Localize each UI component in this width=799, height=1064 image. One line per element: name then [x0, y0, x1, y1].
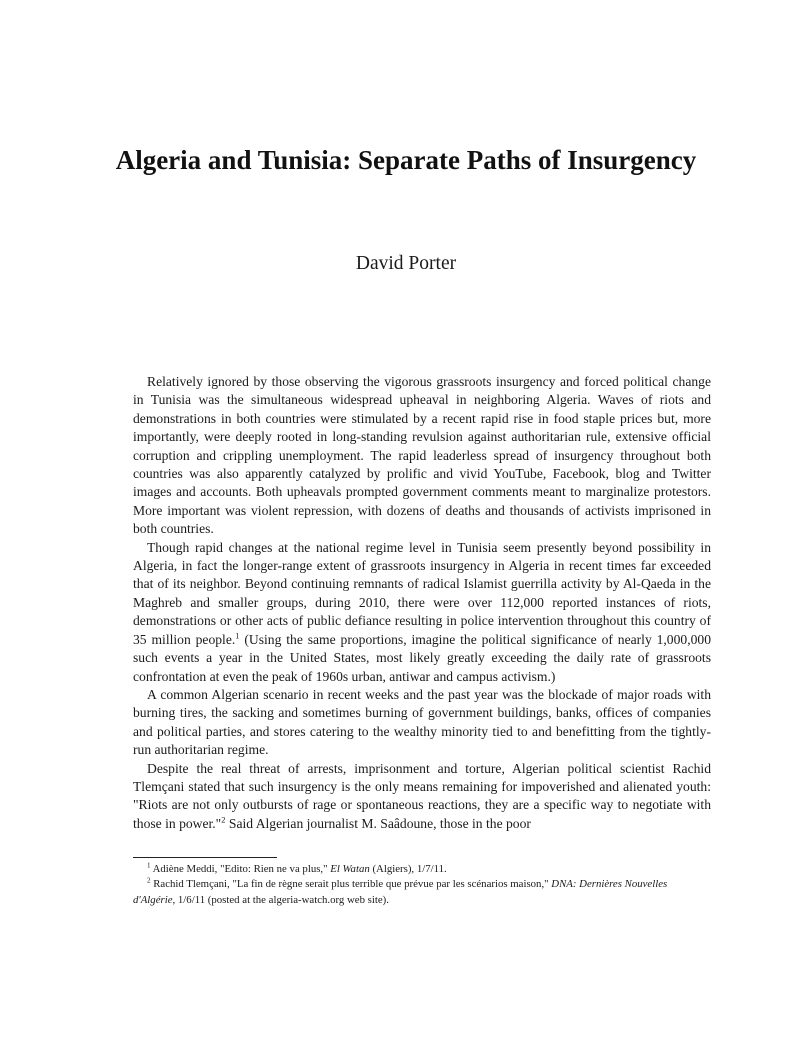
footnote-ref-1[interactable]: 1: [235, 630, 240, 641]
footnote-1-source: El Watan: [330, 863, 370, 875]
footnote-ref-2[interactable]: 2: [221, 814, 226, 825]
footnote-1: [133, 862, 711, 877]
paragraph-4: [133, 760, 711, 834]
footnote-2: [133, 877, 711, 908]
paragraph-2-text-a: Though rapid changes at the national regime level in Tunisia seem presently beyond possibility in Algeria, in fact the longer-range extent of grassroots insurgency in Algeria in recent times far exceeded that of its neighbor. Beyond continuing remnants of radical Islamist guerrilla activity by Al-Qaeda in the Maghreb and smaller groups, during 2010, there were over 112,000 reported instances of riots, demonstrations or other acts of public defiance resulting in police intervention throughout this country of 35 million people.: [133, 539, 711, 647]
author-name: David Porter: [355, 253, 457, 274]
footnote-2-text-b: , 1/6/11 (posted at the algeria-watch.org web site).: [172, 893, 389, 906]
footnote-2-source: DNA: Dernières Nouvelles d'Algérie: [133, 878, 668, 906]
paragraph-1: Relatively ignored by those observing the vigorous grassroots insurgency and forced political change in Tunisia was the simultaneous widespread upheaval in neighboring Algeria. Waves of riots and demonstrations in both countries were stimulated by a recent rapid rise in food staple prices but, more importantly, were deeply rooted in long-standing revulsion against authoritarian rule, extensive official corruption and crippling unemployment. The rapid leaderless spread of insurgency throughout both countries was also apparently catalyzed by prolific and vivid YouTube, Facebook, blog and Twitter images and accounts. Both upheavals prompted government comments meant to marginalize protestors. More important was violent repression, with dozens of deaths and thousands of activists imprisoned in both countries.: [133, 374, 711, 537]
footnote-divider: [133, 857, 277, 858]
article-body: [133, 373, 711, 833]
paragraph-2-text-b: (Using the same proportions, imagine the political significance of nearly 1,000,000 such events a year in the United States, most likely greatly exceeding the daily rate of grassroots confrontation at even the peak of 1960s urban, antiwar and campus activism.): [133, 631, 711, 684]
footnotes: [133, 862, 711, 908]
footnote-1-text-b: (Algiers), 1/7/11.: [369, 863, 447, 875]
paragraph-4-text-b: Said Algerian journalist M. Saâdoune, those in the poor: [225, 815, 531, 831]
footnote-2-text-a: Rachid Tlemçani, "La fin de règne serait plus terrible que prévue par les scénarios maison,": [150, 878, 552, 891]
paragraph-3: A common Algerian scenario in recent weeks and the past year was the blockade of major roads with burning tires, the sacking and sometimes burning of government buildings, banks, offices of companies and political parties, and stores catering to the wealthy minority tied to and benefitting from the tightly-run authoritarian regime.: [133, 686, 711, 758]
page-title: Algeria and Tunisia: Separate Paths of Insurgency: [115, 145, 697, 175]
paragraph-2: [133, 539, 711, 686]
footnote-1-text-a: Adiène Meddi, "Edito: Rien ne va plus,": [150, 863, 331, 875]
paragraph-4-text-a: Despite the real threat of arrests, imprisonment and torture, Algerian political scientist Rachid Tlemçani stated that such insurgency is the only means remaining for impoverished and alienated youth: "Riots are not only outbursts of rage or spontaneous reactions, they are a specific way to negotiate with those in power.": [133, 760, 711, 831]
footnote-1-number: 1: [147, 861, 151, 870]
footnote-2-number: 2: [147, 876, 151, 885]
